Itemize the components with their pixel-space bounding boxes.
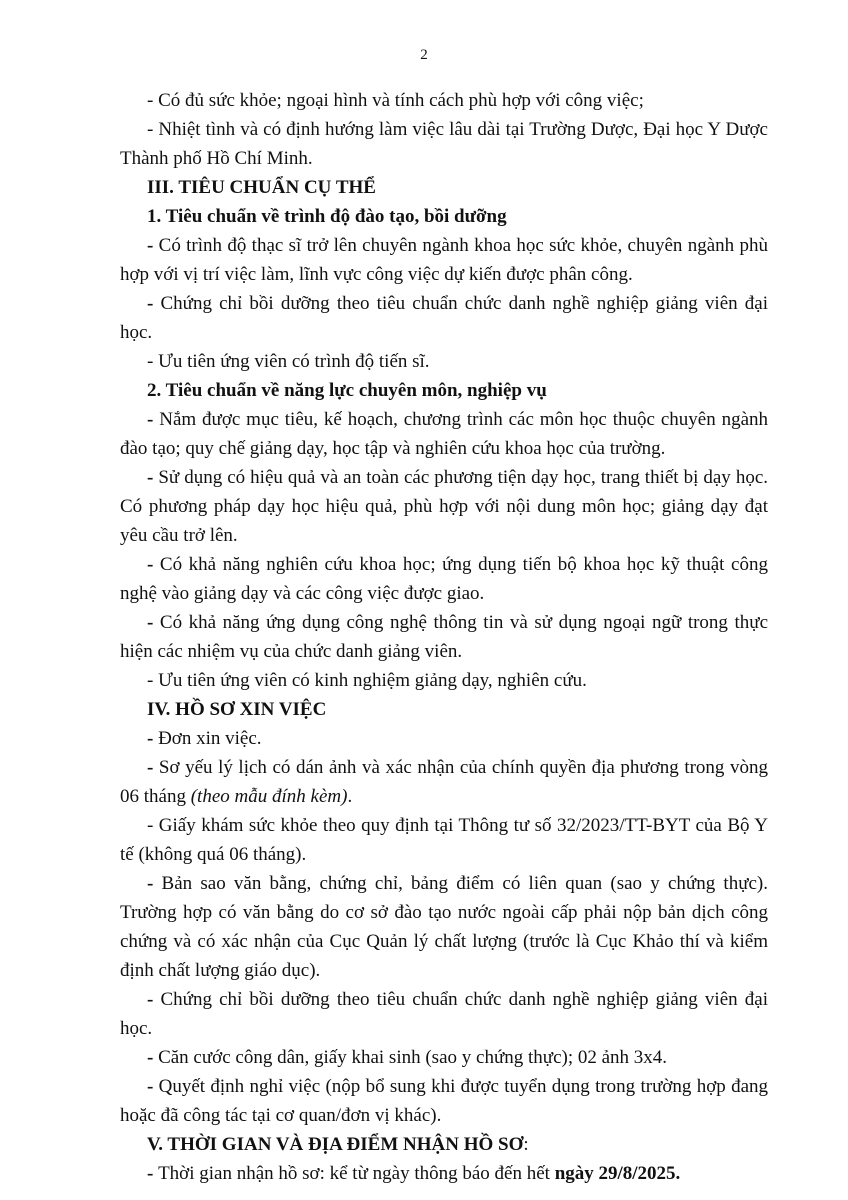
list-item: - Quyết định nghỉ việc (nộp bổ sung khi được tuyển dụng trong trường hợp đang hoặc đã công tác tại cơ quan/đơn vị khác). bbox=[120, 1076, 769, 1126]
bullet-dash: - bbox=[147, 1163, 159, 1184]
list-item: - Bản sao văn bằng, chứng chỉ, bảng điểm có liên quan (sao y chứng thực). Trường hợp có văn bằng do cơ sở đào tạo nước ngoài cấp phải nộp bản dịch công chứng và có xác nhận của Cục Quản lý chất lượng (trước là Cục Khảo thí và kiểm định chất lượng giáo dục). bbox=[120, 873, 769, 981]
bullet-dash: - bbox=[147, 989, 161, 1010]
bullet-dash: - bbox=[147, 554, 160, 575]
list-item: - Giấy khám sức khỏe theo quy định tại Thông tư số 32/2023/TT-BYT của Bộ Y tế (không quá 06 tháng). bbox=[120, 815, 768, 865]
list-item: - Ưu tiên ứng viên có trình độ tiến sĩ. bbox=[147, 351, 430, 372]
bullet-dash: - bbox=[147, 873, 162, 894]
document-body bbox=[120, 86, 768, 1188]
bullet-dash: - bbox=[147, 409, 160, 430]
bullet-dash: - bbox=[147, 1047, 159, 1068]
list-item: - Có khả năng ứng dụng công nghệ thông tin và sử dụng ngoại ngữ trong thực hiện các nhiệm vụ của chức danh giảng viên. bbox=[120, 612, 769, 662]
list-item: - Căn cước công dân, giấy khai sinh (sao y chứng thực); 02 ảnh 3x4. bbox=[147, 1047, 668, 1068]
bullet-dash: - bbox=[147, 728, 159, 749]
list-item: - Sơ yếu lý lịch có dán ảnh và xác nhận của chính quyền địa phương trong vòng 06 tháng (theo mẫu đính kèm). bbox=[120, 757, 769, 807]
bullet-dash: - bbox=[147, 1076, 159, 1097]
list-item: - Có trình độ thạc sĩ trở lên chuyên ngành khoa học sức khỏe, chuyên ngành phù hợp với vị trí việc làm, lĩnh vực công việc dự kiến được phân công. bbox=[120, 235, 769, 285]
list-item: - Đơn xin việc. bbox=[147, 728, 262, 749]
list-item: - Nắm được mục tiêu, kế hoạch, chương trình các môn học thuộc chuyên ngành đào tạo; quy chế giảng dạy, học tập và nghiên cứu khoa học của trường. bbox=[120, 409, 769, 459]
list-item: - Chứng chỉ bồi dưỡng theo tiêu chuẩn chức danh nghề nghiệp giảng viên đại học. bbox=[120, 989, 768, 1039]
deadline-date: ngày 29/8/2025. bbox=[554, 1163, 681, 1184]
form-reference: (theo mẫu đính kèm) bbox=[190, 786, 348, 807]
deadline-line: - Thời gian nhận hồ sơ: kể từ ngày thông báo đến hết ngày 29/8/2025. bbox=[147, 1163, 681, 1184]
line-commitment: - Nhiệt tình và có định hướng làm việc lâu dài tại Trường Dược, Đại học Y Dược Thành phố Hồ Chí Minh. bbox=[120, 119, 768, 169]
bullet-dash: - bbox=[147, 293, 161, 314]
list-item: - Chứng chỉ bồi dưỡng theo tiêu chuẩn chức danh nghề nghiệp giảng viên đại học. bbox=[120, 293, 768, 343]
subsection-3-1-heading: 1. Tiêu chuẩn về trình độ đào tạo, bồi dưỡng bbox=[147, 206, 507, 227]
section-5-heading: V. THỜI GIAN VÀ ĐỊA ĐIỂM NHẬN HỒ SƠ: bbox=[147, 1134, 529, 1155]
list-item: - Ưu tiên ứng viên có kinh nghiệm giảng dạy, nghiên cứu. bbox=[147, 670, 587, 691]
bullet-dash: - bbox=[147, 467, 159, 488]
section-4-heading: IV. HỒ SƠ XIN VIỆC bbox=[147, 699, 327, 720]
subsection-3-2-heading: 2. Tiêu chuẩn về năng lực chuyên môn, nghiệp vụ bbox=[147, 380, 547, 401]
bullet-dash: - bbox=[147, 757, 159, 778]
bullet-dash: - bbox=[147, 612, 160, 633]
list-item: - Có khả năng nghiên cứu khoa học; ứng dụng tiến bộ khoa học kỹ thuật công nghệ vào giảng dạy và các công việc được giao. bbox=[120, 554, 768, 604]
list-item: - Sử dụng có hiệu quả và an toàn các phương tiện dạy học, trang thiết bị dạy học. Có phương pháp dạy học hiệu quả, phù hợp với nội dung môn học; giảng dạy đạt yêu cầu trở lên. bbox=[120, 467, 768, 546]
line-health: - Có đủ sức khỏe; ngoại hình và tính cách phù hợp với công việc; bbox=[147, 90, 644, 111]
page-number: 2 bbox=[420, 47, 428, 63]
bullet-dash: - bbox=[147, 235, 159, 256]
section-3-heading: III. TIÊU CHUẨN CỤ THỂ bbox=[147, 177, 376, 198]
